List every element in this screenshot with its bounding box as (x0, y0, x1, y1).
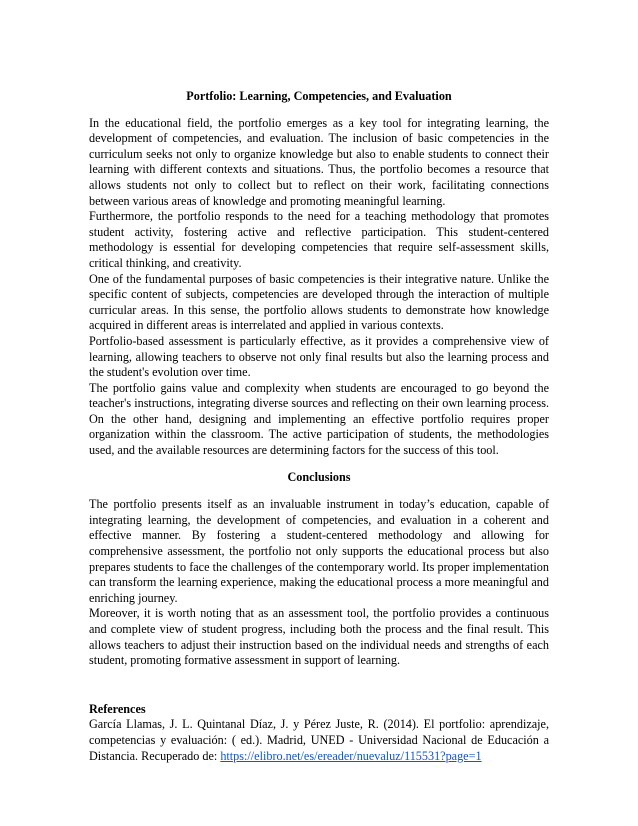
section-spacer (89, 669, 549, 702)
document-title: Portfolio: Learning, Competencies, and Evaluation (186, 89, 452, 103)
paragraph-methodology: Furthermore, the portfolio responds to the need for a teaching methodology that promotes student activity, fostering active and reflective participation. This student-centered methodology is essential for developing competencies that require self-assessment skills, critical thinking, and creativity. (89, 209, 549, 270)
document-body (89, 89, 549, 764)
paragraph-complexity: The portfolio gains value and complexity when students are encouraged to go beyond the teacher's instructions, integrating diverse sources and reflecting on their own learning process. On the other hand, designing and implementing an effective portfolio requires proper organization within the classroom. The active participation of students, the methodologies used, and the available resources are determining factors for the success of this tool. (89, 380, 549, 458)
paragraph-integrative: One of the fundamental purposes of basic competencies is their integrative nature. Unlike the specific content of subjects, competencies are developed through the interaction of multiple curricular areas. In this sense, the portfolio allows students to demonstrate how knowledge acquired in different areas is interrelated and applied in various contexts. (89, 271, 549, 333)
paragraph-intro: In the educational field, the portfolio emerges as a key tool for integrating learning, the development of competencies, and evaluation. The inclusion of basic competencies in the curriculum seeks not only to organize knowledge but also to enable students to connect their learning with different contexts and situations. Thus, the portfolio becomes a resource that allows students not only to collect but to reflect on their work, facilitating connections between various areas of knowledge and promoting meaningful learning. (89, 115, 549, 208)
conclusions-heading: Conclusions (287, 469, 351, 484)
conclusions-paragraph-1: The portfolio presents itself as an invaluable instrument in today’s education, capable of integrating learning, the development of competencies, and evaluation in a coherent and effective manner. By fostering a student-centered methodology and allowing for comprehensive assessment, the portfolio not only supports the educational process but also prepares students to face the challenges of the contemporary world. Its proper implementation can transform the learning experience, making the educational process a more meaningful and enriching journey. (89, 497, 549, 605)
reference-text: García Llamas, J. L. Quintanal Díaz, J. y Pérez Juste, R. (2014). El portfolio: aprendizaje, competencias y evaluación: ( ed.). Madrid, UNED - Universidad Nacional de Educación a Distancia. Recuperado de: (89, 717, 549, 763)
conclusions-paragraph-2: Moreover, it is worth noting that as an assessment tool, the portfolio provides a continuous and complete view of student progress, including both the process and the final result. This allows teachers to adjust their instruction based on the individual needs and strengths of each student, promoting formative assessment in support of learning. (89, 606, 549, 668)
references-heading: References (89, 701, 146, 716)
reference-entry (89, 717, 549, 764)
reference-link[interactable]: https://elibro.net/es/ereader/nuevaluz/115531?page=1 (220, 748, 482, 763)
paragraph-assessment: Portfolio-based assessment is particularly effective, as it provides a comprehensive view of learning, allowing teachers to observe not only final results but also the learning process and the student's evolution over time. (89, 333, 549, 380)
